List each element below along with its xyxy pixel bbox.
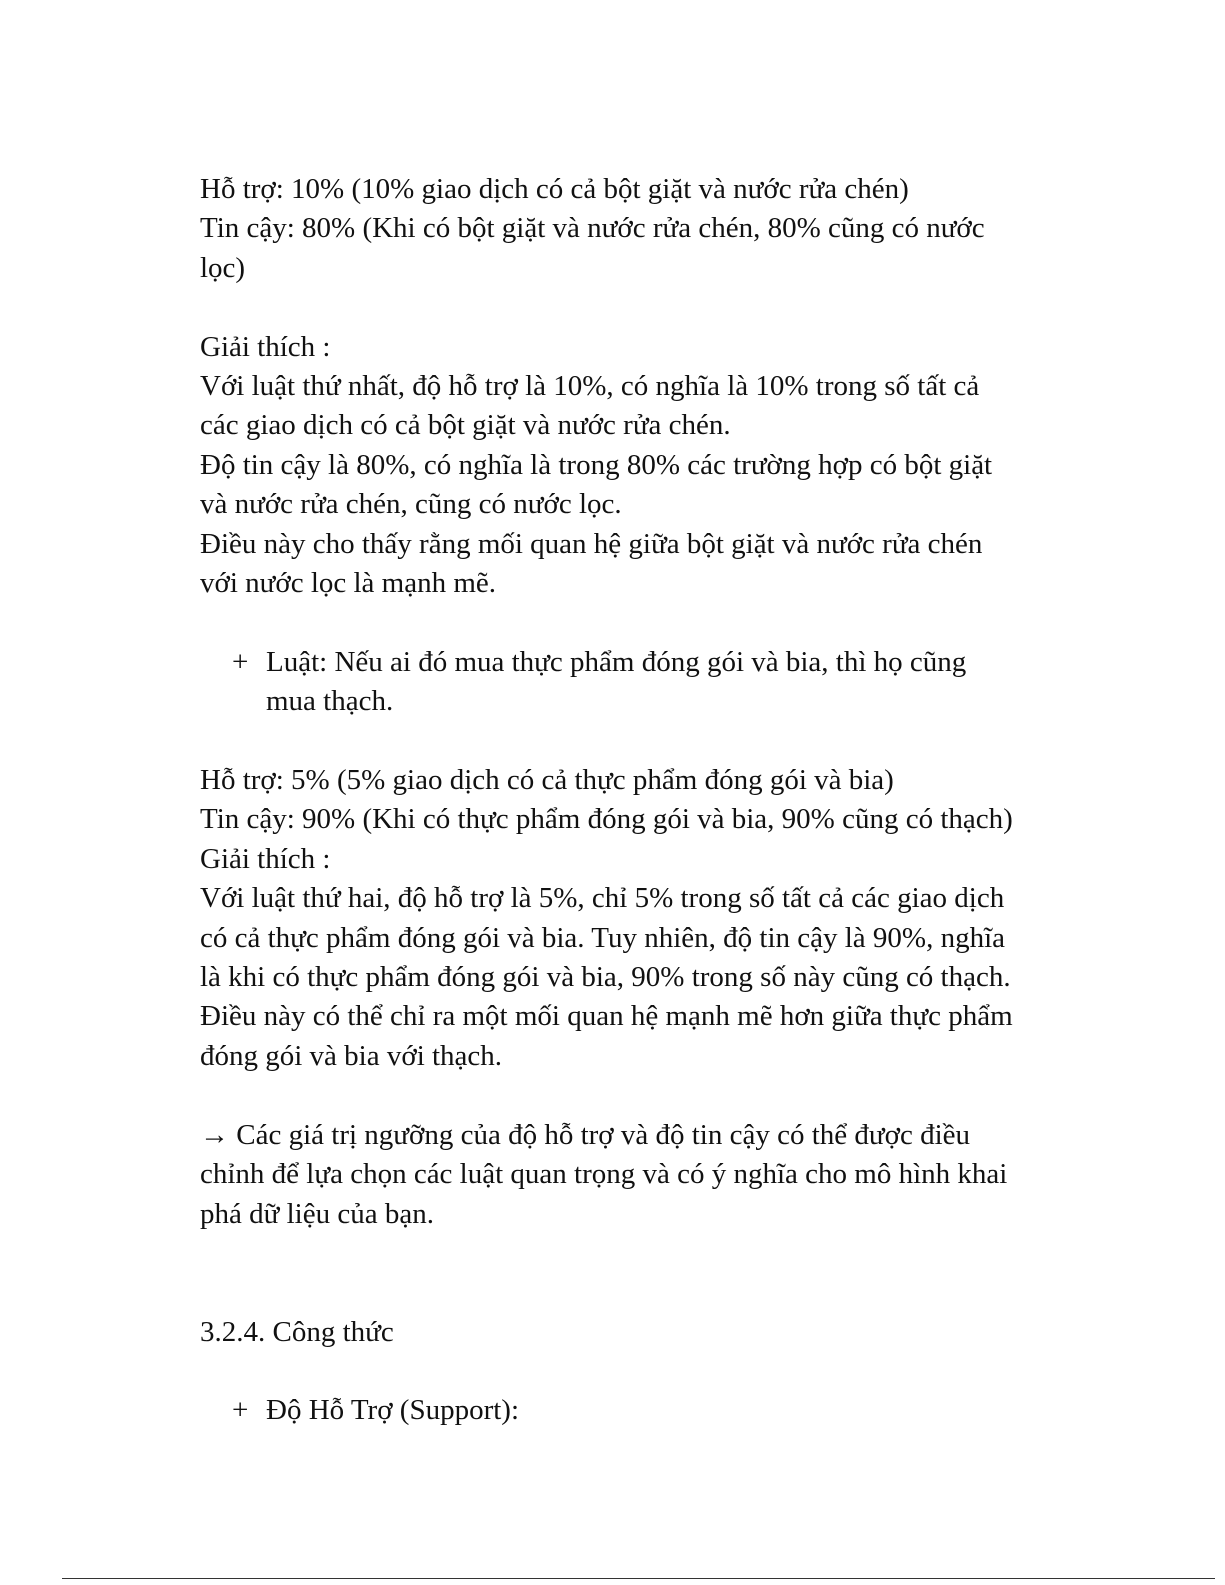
rule2-bullet-line2: mua thạch. <box>266 685 394 718</box>
rule2-explain-line: Điều này có thể chỉ ra một mối quan hệ mạnh mẽ hơn giữa thực phẩm <box>200 1000 1013 1033</box>
spacer <box>200 603 1050 642</box>
conclusion-line: phá dữ liệu của bạn. <box>200 1197 434 1230</box>
plus-bullet-icon: + <box>232 1394 249 1427</box>
spacer <box>200 722 1050 761</box>
rule2-bullet <box>200 643 1050 722</box>
rule1-support: Hỗ trợ: 10% (10% giao dịch có cả bột giặt và nước rửa chén) <box>200 173 909 205</box>
rule1-explain-line: và nước rửa chén, cũng có nước lọc. <box>200 488 622 521</box>
rule1-confidence-line2: lọc) <box>200 251 246 284</box>
spacer <box>200 1352 1050 1391</box>
rule1-explain-label: Giải thích : <box>200 330 331 363</box>
document-page <box>200 170 1050 1431</box>
rule1-explain-line: với nước lọc là mạnh mẽ. <box>200 567 497 600</box>
conclusion-line: chỉnh để lựa chọn các luật quan trọng và có ý nghĩa cho mô hình khai <box>200 1158 1008 1191</box>
rule2-explain-line: Với luật thứ hai, độ hỗ trợ là 5%, chỉ 5% trong số tất cả các giao dịch <box>200 882 1005 915</box>
spacer <box>200 1234 1050 1273</box>
rule2-bullet-line1: Luật: Nếu ai đó mua thực phẩm đóng gói và bia, thì họ cũng <box>266 645 967 678</box>
spacer <box>200 1076 1050 1115</box>
section-heading: 3.2.4. Công thức <box>200 1315 394 1348</box>
rule2-explain-line: đóng gói và bia với thạch. <box>200 1039 503 1072</box>
rule1-explain-line: Độ tin cậy là 80%, có nghĩa là trong 80% các trường hợp có bột giặt <box>200 448 993 481</box>
spacer <box>200 288 1050 327</box>
rule1-confidence-line1: Tin cậy: 80% (Khi có bột giặt và nước rửa chén, 80% cũng có nước <box>200 212 985 245</box>
support-bullet <box>200 1391 1050 1430</box>
support-bullet-text: Độ Hỗ Trợ (Support): <box>266 1394 520 1427</box>
rule2-explain-line: có cả thực phẩm đóng gói và bia. Tuy nhiên, độ tin cậy là 90%, nghĩa <box>200 921 1006 954</box>
plus-bullet-icon: + <box>232 645 249 678</box>
spacer <box>200 1273 1050 1312</box>
rule1-explain-line: Với luật thứ nhất, độ hỗ trợ là 10%, có nghĩa là 10% trong số tất cả <box>200 370 980 403</box>
rule2-explain-label: Giải thích : <box>200 842 331 875</box>
rule1-explain-line: Điều này cho thấy rằng mối quan hệ giữa bột giặt và nước rửa chén <box>200 527 983 560</box>
rule2-explain-line: là khi có thực phẩm đóng gói và bia, 90% trong số này cũng có thạch. <box>200 961 1011 994</box>
rule2-support: Hỗ trợ: 5% (5% giao dịch có cả thực phẩm đóng gói và bia) <box>200 764 894 797</box>
rule2-confidence: Tin cậy: 90% (Khi có thực phẩm đóng gói và bia, 90% cũng có thạch) <box>200 803 1013 836</box>
conclusion-line: → Các giá trị ngưỡng của độ hỗ trợ và độ tin cậy có thể được điều <box>200 1118 971 1151</box>
page-bottom-divider <box>62 1578 1215 1579</box>
rule1-explain-line: các giao dịch có cả bột giặt và nước rửa chén. <box>200 409 731 442</box>
